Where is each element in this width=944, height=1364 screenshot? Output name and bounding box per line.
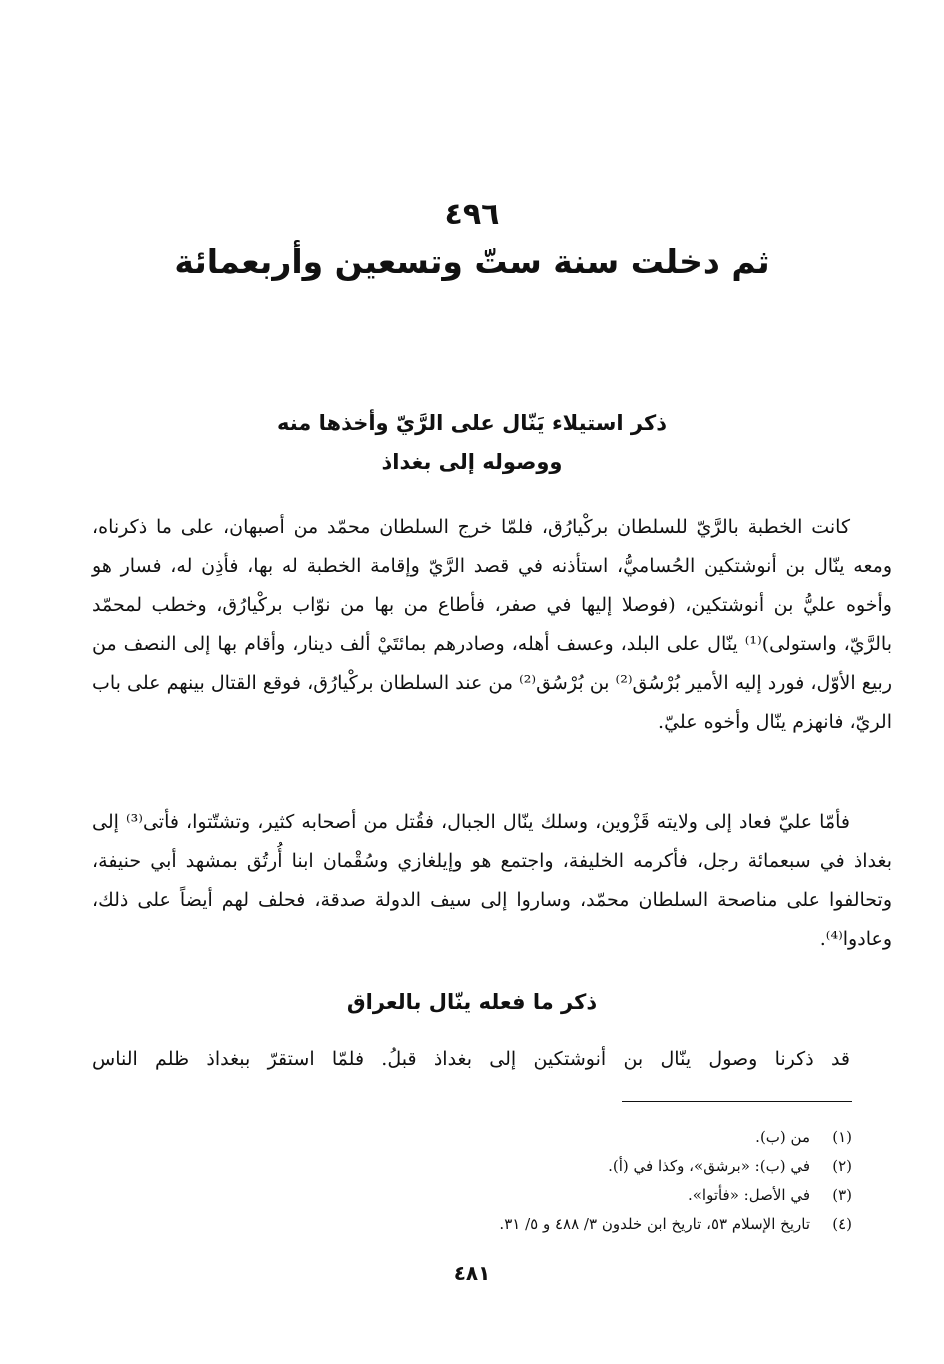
footnote-3-number: (٣) bbox=[832, 1186, 852, 1204]
footnote-4 bbox=[52, 1210, 852, 1239]
footnotes bbox=[52, 1123, 852, 1239]
footnote-divider bbox=[622, 1101, 852, 1102]
footnote-2 bbox=[52, 1152, 852, 1181]
paragraph-1-text: كانت الخطبة بالرَّيّ للسلطان بركْيارُق، فلمّا خرج السلطان محمّد من أصبهان، على ما ذكرناه، ومعه ينّال بن أنوشتكين الحُساميُّ، استأذنه في قصد الرَّيّ وإقامة الخطبة له بها، فأذِن له، فسار هو وأخوه عليُّ بن أنوشتكين، (فوصلا إليها في صفر، فأطاع من بها من نوّاب بركْيارُق، وخطب لمحمّد بالرَّيّ، واستولى)⁽¹⁾ ينّال على البلد، وعسف أهله، وصادرهم بمائتَيْ ألف دينار، وأقام بها إلى النصف من ربيع الأوّل، فورد إليه الأمير بُرْسُق⁽²⁾ بن بُرْسُق⁽²⁾ من عند السلطان بركْيارُق، فوقع القتال بينهم على باب الريّ، فانهزم ينّال وأخوه عليّ. bbox=[92, 516, 893, 733]
paragraph-2-text: فأمّا عليّ فعاد إلى ولايته قَزْوين، وسلك ينّال الجبال، فقُتل من أصحابه كثير، وتشتّتوا، فأتى⁽³⁾ إلى بغداذ في سبعمائة رجل، فأكرمه الخليفة، واجتمع هو وإيلغازي وسُقْمان ابنا أُرتُق بمشهد أبي حنيفة، وتحالفوا على مناصحة السلطان محمّد، وساروا إلى سيف الدولة صدقة، فحلف لهم أيضاً على ذلك، وعادوا⁽⁴⁾. bbox=[92, 811, 892, 950]
footnote-1-number: (١) bbox=[832, 1128, 852, 1146]
footnote-2-text: في (ب): «برشق»، وكذا في (أ). bbox=[608, 1157, 810, 1175]
section-heading-1-line-1: ذكر استيلاء يَنّال على الرَّيّ وأخذها منه bbox=[277, 411, 667, 435]
paragraph-3 bbox=[92, 1040, 892, 1079]
section-heading-1 bbox=[0, 404, 944, 482]
chapter-title: ثم دخلت سنة ستّ وتسعين وأربعمائة bbox=[174, 242, 770, 281]
paragraph-2 bbox=[92, 803, 892, 959]
footnote-4-text: تاريخ الإسلام ٥٣، تاريخ ابن خلدون ٣/ ٤٨٨ و ٥/ ٣١. bbox=[499, 1215, 810, 1233]
year-heading: ٤٩٦ bbox=[444, 197, 500, 232]
footnote-1-text: من (ب). bbox=[755, 1128, 810, 1146]
paragraph-3-text: قد ذكرنا وصول ينّال بن أنوشتكين إلى بغداذ قبلُ. فلمّا استقرّ ببغداذ ظلم الناس bbox=[92, 1048, 850, 1070]
footnote-3-text: في الأصل: «فأتوا». bbox=[687, 1186, 810, 1204]
page-number: ٤٨١ bbox=[453, 1261, 491, 1285]
footnote-2-number: (٢) bbox=[832, 1157, 852, 1175]
section-heading-1-line-2: ووصوله إلى بغداذ bbox=[381, 450, 563, 474]
paragraph-1 bbox=[92, 508, 892, 742]
footnote-4-number: (٤) bbox=[832, 1215, 852, 1233]
section-heading-2: ذكر ما فعله ينّال بالعراق bbox=[346, 990, 598, 1014]
footnote-3 bbox=[52, 1181, 852, 1210]
footnote-1 bbox=[52, 1123, 852, 1152]
